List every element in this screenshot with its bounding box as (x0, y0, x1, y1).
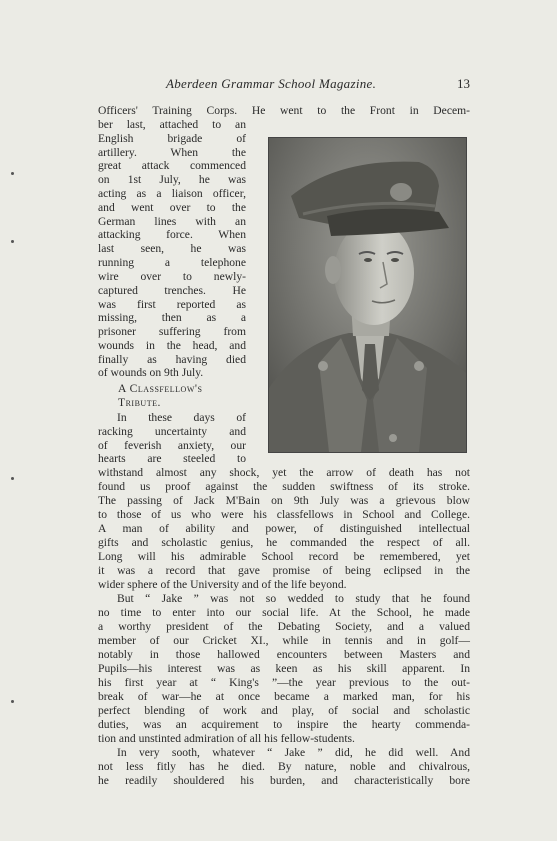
text-line: member of our Cricket XI., while in tennis and in golf— (98, 634, 470, 647)
text-line: a worthy president of the Debating Society, and a valued (98, 620, 470, 633)
ink-speck (11, 477, 14, 480)
text-line: prisoner suffering from (98, 325, 246, 338)
text-line: Long will his admirable School record be remembered, yet (98, 550, 470, 563)
text-line: wire over to newly- (98, 270, 246, 283)
text-line: English brigade of (98, 132, 246, 145)
running-title: Aberdeen Grammar School Magazine. (166, 76, 377, 91)
text-line: acting as a liaison officer, (98, 187, 246, 200)
text-line: last seen, he was (98, 242, 246, 255)
text-line: But “ Jake ” was not so wedded to study that he found (117, 592, 470, 605)
text-line: of feverish anxiety, our (98, 439, 246, 452)
section-subheading: Tribute. (118, 396, 161, 409)
text-line: wounds in the head, and (98, 339, 246, 352)
text-line: wider sphere of the University and of the life beyond. (98, 578, 347, 591)
portrait-illustration (269, 138, 466, 452)
text-line: on 1st July, he was (98, 173, 246, 186)
text-line: found us proof against the sudden swiftness of its stroke. (98, 480, 470, 493)
ink-speck (11, 172, 14, 175)
text-line: In very sooth, whatever “ Jake ” did, he did well. And (117, 746, 470, 759)
text-line: not less fitly has he died. By nature, noble and chivalrous, (98, 760, 470, 773)
text-line: hearts are steeled to (98, 452, 246, 465)
text-line: Pupils—his interest was as keen as his skill apparent. In (98, 662, 470, 675)
text-line: running a telephone (98, 256, 246, 269)
text-line: it was a record that gave promise of being eclipsed in the (98, 564, 470, 577)
text-line: gifts and scholastic genius, he commanded the respect of all. (98, 536, 470, 549)
text-line: attacking force. When (98, 228, 246, 241)
text-line: artillery. When the (98, 146, 246, 159)
text-line: German lines with an (98, 215, 246, 228)
page-number: 13 (457, 76, 470, 91)
text-line: withstand almost any shock, yet the arrow of death has not (98, 466, 470, 479)
text-line: ber last, attached to an (98, 118, 246, 131)
text-line: great attack commenced (98, 159, 246, 172)
text-line: A man of ability and power, of distinguished intellectual (98, 522, 470, 535)
text-line: of wounds on 9th July. (98, 366, 204, 379)
text-line: tion and unstinted admiration of all his fellow-students. (98, 732, 355, 745)
ink-speck (11, 700, 14, 703)
text-line: captured trenches. He (98, 284, 246, 297)
text-line: break of war—he at once became a marked man, for his (98, 690, 470, 703)
portrait-photograph (268, 137, 467, 453)
text-line: In these days of (117, 411, 246, 424)
text-line: racking uncertainty and (98, 425, 246, 438)
text-line: notably in those hallowed encounters between Masters and (98, 648, 470, 661)
text-line: Officers' Training Corps. He went to the Front in Decem- (98, 104, 470, 117)
text-line: was first reported as (98, 298, 246, 311)
text-line: and went over to the (98, 201, 246, 214)
text-line: no time to enter into our social life. At the School, he made (98, 606, 470, 619)
section-subheading: A Classfellow's (118, 382, 203, 395)
ink-speck (11, 240, 14, 243)
text-line: to those of us who were his classfellows in School and College. (98, 508, 470, 521)
text-line: he readily shouldered his burden, and characteristically bore (98, 774, 470, 787)
text-line: his first year at “ King's ”—the year previous to the out- (98, 676, 470, 689)
text-line: finally as having died (98, 353, 246, 366)
text-line: perfect blending of work and play, of social and scholastic (98, 704, 470, 717)
text-line: The passing of Jack M'Bain on 9th July was a grievous blow (98, 494, 470, 507)
running-head (160, 74, 470, 94)
text-line: missing, then as a (98, 311, 246, 324)
text-line: duties, was an acquirement to inspire the hearty commenda- (98, 718, 470, 731)
